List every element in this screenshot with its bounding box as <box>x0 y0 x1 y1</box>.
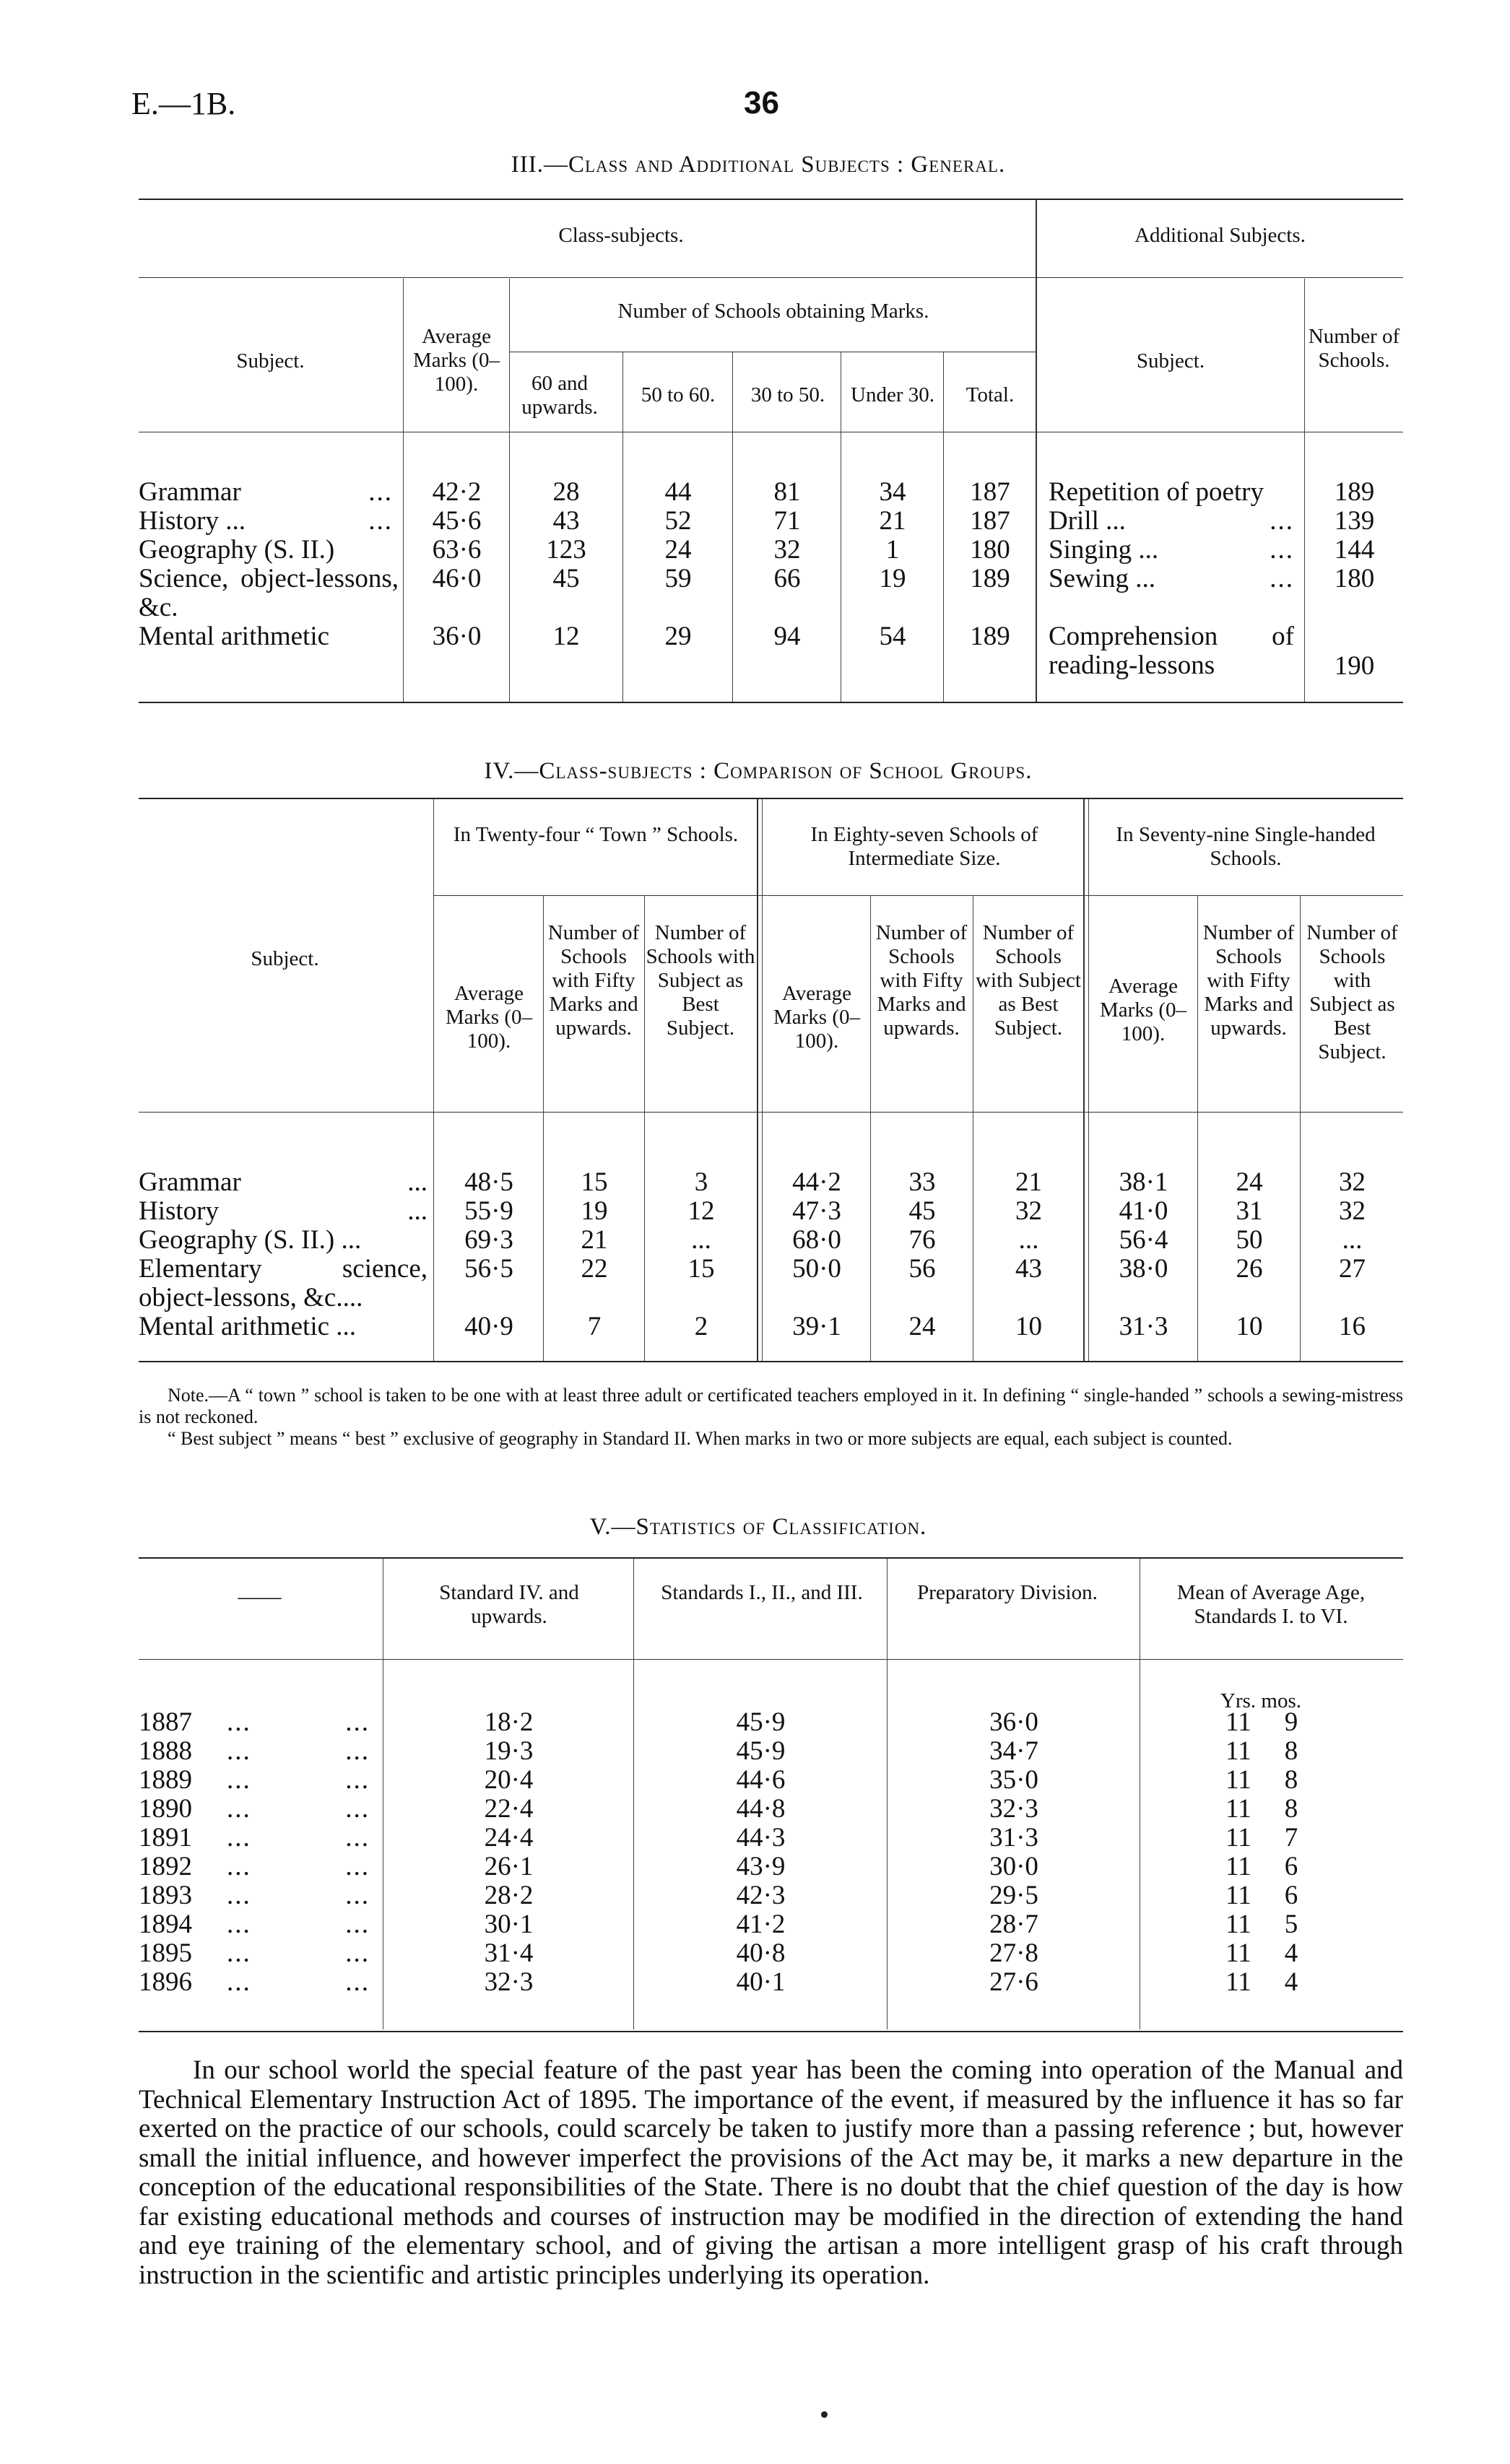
additional-subject-name: Drill ... <box>1049 506 1126 536</box>
avg-value: 36·0 <box>432 622 482 651</box>
intermediate-best: 43 <box>1015 1254 1042 1284</box>
subject-name: History ... <box>139 506 246 536</box>
additional-subjects-label: Additional Subjects. <box>1134 224 1306 247</box>
single-avg-header: Average Marks (0–100). <box>1099 975 1186 1045</box>
single-best: ... <box>1342 1225 1363 1255</box>
table-row: Geography (S. II.) ... <box>139 1225 362 1255</box>
year-label: 1893 <box>139 1881 192 1910</box>
year-label: 1888 <box>139 1736 192 1766</box>
intermediate-avg: 39·1 <box>792 1312 841 1341</box>
single-fifty-header: Number of Schools with Fifty Marks and upwards. <box>1202 921 1295 1040</box>
intermediate-avg-header: Average Marks (0–100). <box>773 982 860 1053</box>
year-row: 1894 ... ... <box>139 1910 370 1939</box>
age-months: 5 <box>1284 1910 1298 1939</box>
town-avg: 55·9 <box>464 1196 513 1226</box>
count-50: 52 <box>664 506 692 536</box>
town-fifty: 15 <box>581 1167 608 1197</box>
count-60: 28 <box>552 477 580 507</box>
count-60: 43 <box>552 506 580 536</box>
age-years: 11 <box>1225 1736 1251 1766</box>
year-row: 1891 ... ... <box>139 1823 370 1853</box>
year-label: 1890 <box>139 1794 192 1824</box>
count-total: 189 <box>970 622 1010 651</box>
count-total: 189 <box>970 564 1010 593</box>
intermediate-fifty: 56 <box>908 1254 936 1284</box>
town-fifty: 19 <box>581 1196 608 1226</box>
year-label: 1896 <box>139 1967 192 1997</box>
subject-name: Grammar <box>139 477 241 507</box>
prep-value: 35·0 <box>989 1765 1038 1795</box>
table-row: Grammar ... <box>139 477 393 507</box>
town-avg: 40·9 <box>464 1312 513 1341</box>
std123-value: 44·6 <box>736 1765 786 1795</box>
avg-value: 63·6 <box>432 535 482 565</box>
count-60: 123 <box>546 535 586 565</box>
town-avg: 69·3 <box>464 1225 513 1255</box>
town-best-header: Number of Schools with Subject as Best Subject. <box>646 921 755 1040</box>
avg-value: 42·2 <box>432 477 482 507</box>
count-under30: 1 <box>885 535 900 565</box>
age-years: 11 <box>1225 1794 1251 1824</box>
std4-value: 22·4 <box>484 1794 534 1824</box>
section-4-title: IV.—Class-subjects : Comparison of School Groups. <box>484 758 1033 784</box>
std123-value: 44·8 <box>736 1794 786 1824</box>
single-fifty: 50 <box>1236 1225 1263 1255</box>
age-years: 11 <box>1225 1967 1251 1997</box>
additional-subject: Comprehension of reading-lessons <box>1049 622 1294 680</box>
age-years: 11 <box>1225 1823 1251 1853</box>
town-avg: 56·5 <box>464 1254 513 1284</box>
additional-subject-name: Sewing ... <box>1049 564 1155 593</box>
section-5-title: V.—Statistics of Classification. <box>589 1514 927 1540</box>
prep-value: 27·8 <box>989 1938 1038 1968</box>
count-30: 94 <box>773 622 801 651</box>
std4-value: 28·2 <box>484 1881 534 1910</box>
col-add-subject-header: Subject. <box>1136 349 1205 373</box>
prep-value: 34·7 <box>989 1736 1038 1766</box>
count-50: 59 <box>664 564 692 593</box>
town-best: 2 <box>694 1312 708 1341</box>
col-add-number-header: Number of Schools. <box>1308 325 1400 372</box>
year-row: 1893 ... ... <box>139 1881 370 1910</box>
town-best: 12 <box>687 1196 715 1226</box>
std123-value: 43·9 <box>736 1852 786 1881</box>
age-months: 4 <box>1284 1938 1298 1968</box>
count-30: 32 <box>773 535 801 565</box>
col-prep-header: Preparatory Division. <box>917 1581 1098 1604</box>
single-avg: 41·0 <box>1119 1196 1168 1226</box>
col-dash-header: —— <box>238 1585 282 1608</box>
prep-value: 36·0 <box>989 1707 1038 1737</box>
additional-number: 189 <box>1334 477 1375 507</box>
intermediate-fifty-header: Number of Schools with Fifty Marks and upwards. <box>875 921 968 1040</box>
count-30: 66 <box>773 564 801 593</box>
additional-number: 144 <box>1334 535 1375 565</box>
std123-value: 41·2 <box>736 1910 786 1939</box>
prep-value: 30·0 <box>989 1852 1038 1881</box>
year-row: 1889 ... ... <box>139 1765 370 1795</box>
avg-value: 45·6 <box>432 506 482 536</box>
count-60: 45 <box>552 564 580 593</box>
age-years: 11 <box>1225 1707 1251 1737</box>
col-mean-age-header: Mean of Average Age, Standards I. to VI. <box>1176 1581 1366 1628</box>
age-months: 8 <box>1284 1765 1298 1795</box>
intermediate-avg: 44·2 <box>792 1167 841 1197</box>
town-best: ... <box>691 1225 711 1255</box>
age-months: 6 <box>1284 1881 1298 1910</box>
prep-value: 27·6 <box>989 1967 1038 1997</box>
count-total: 187 <box>970 477 1010 507</box>
single-best-header: Number of Schools with Subject as Best Subject. <box>1306 921 1398 1063</box>
single-avg: 38·1 <box>1119 1167 1168 1197</box>
additional-number: 190 <box>1334 651 1375 681</box>
intermediate-fifty: 76 <box>908 1225 936 1255</box>
year-label: 1887 <box>139 1707 192 1737</box>
year-row: 1887 ... ... <box>139 1707 370 1737</box>
col-subject-header: Subject. <box>251 947 319 970</box>
additional-subject: Sewing ... ... <box>1049 564 1294 593</box>
col-std4-header: Standard IV. and upwards. <box>439 1581 579 1628</box>
year-label: 1889 <box>139 1765 192 1795</box>
count-under30: 19 <box>879 564 906 593</box>
town-fifty: 22 <box>581 1254 608 1284</box>
table-row: Mental arithmetic ... <box>139 1312 357 1341</box>
std123-value: 40·8 <box>736 1938 786 1968</box>
intermediate-fifty: 24 <box>908 1312 936 1341</box>
intermediate-best: 21 <box>1015 1167 1042 1197</box>
additional-number: 139 <box>1334 506 1375 536</box>
single-fifty: 31 <box>1236 1196 1263 1226</box>
additional-subject: Singing ... ... <box>1049 535 1294 565</box>
additional-number: 180 <box>1334 564 1375 593</box>
year-row: 1888 ... ... <box>139 1736 370 1766</box>
table-row: Geography (S. II.) <box>139 535 335 565</box>
col-std123-header: Standards I., II., and III. <box>661 1581 863 1604</box>
std4-value: 31·4 <box>484 1938 534 1968</box>
single-best: 16 <box>1339 1312 1366 1341</box>
std4-value: 24·4 <box>484 1823 534 1853</box>
prep-value: 29·5 <box>989 1881 1038 1910</box>
col-50-header: 50 to 60. <box>641 383 716 406</box>
count-total: 187 <box>970 506 1010 536</box>
town-avg: 48·5 <box>464 1167 513 1197</box>
intermediate-fifty: 45 <box>908 1196 936 1226</box>
town-best: 15 <box>687 1254 715 1284</box>
prep-value: 32·3 <box>989 1794 1038 1824</box>
std4-value: 18·2 <box>484 1707 534 1737</box>
table-row: History ... ... <box>139 506 393 536</box>
town-fifty-header: Number of Schools with Fifty Marks and upwards. <box>547 921 640 1040</box>
single-best: 27 <box>1339 1254 1366 1284</box>
single-best: 32 <box>1339 1196 1366 1226</box>
std4-value: 30·1 <box>484 1910 534 1939</box>
std123-value: 42·3 <box>736 1881 786 1910</box>
group-single-header: In Seventy-nine Single-handed Schools. <box>1116 823 1376 870</box>
age-months: 7 <box>1284 1823 1298 1853</box>
body-paragraph: In our school world the special feature of the past year has been the coming into operation of the Manual and Technical Elementary Instruction Act of 1895. The importance of the event, if measured by the influence it has so far exerted on the practice of our schools, could scarcely be taken to justify more than a passing reference ; but, however small the initial influence, and however imperfect the provisions of the Act may be, it marks a new departure in the conception of the educational responsibilities of the State. There is no doubt that the chief question of the day is how far existing educational methods and courses of instruction may be modified in the direction of extending the hand and eye training of the elementary school, and of giving the artisan a more intelligent grasp of his craft through instruction in the scientific and artistic principles underlying its operation. <box>139 2055 1403 2290</box>
town-fifty: 21 <box>581 1225 608 1255</box>
single-avg: 56·4 <box>1119 1225 1168 1255</box>
age-months: 9 <box>1284 1707 1298 1737</box>
intermediate-best: 10 <box>1015 1312 1042 1341</box>
group-intermediate-header: In Eighty-seven Schools of Intermediate Size. <box>810 823 1038 870</box>
single-fifty: 10 <box>1236 1312 1263 1341</box>
additional-subject-name: Singing ... <box>1049 535 1159 565</box>
col-under30-header: Under 30. <box>851 383 934 406</box>
table-row: Mental arithmetic <box>139 622 330 651</box>
town-avg-header: Average Marks (0–100). <box>445 982 532 1053</box>
intermediate-avg: 47·3 <box>792 1196 841 1226</box>
yrs-mos-label: Yrs. mos. <box>1220 1689 1301 1712</box>
age-years: 11 <box>1225 1852 1251 1881</box>
std123-value: 40·1 <box>736 1967 786 1997</box>
std123-value: 44·3 <box>736 1823 786 1853</box>
single-fifty: 24 <box>1236 1167 1263 1197</box>
age-months: 4 <box>1284 1967 1298 1997</box>
single-avg: 31·3 <box>1119 1312 1168 1341</box>
town-best: 3 <box>694 1167 708 1197</box>
std4-value: 32·3 <box>484 1967 534 1997</box>
table-row: Elementary science, object-lessons, &c.... <box>139 1254 428 1312</box>
intermediate-fifty: 33 <box>908 1167 936 1197</box>
count-under30: 21 <box>879 506 906 536</box>
intermediate-best: 32 <box>1015 1196 1042 1226</box>
avg-value: 46·0 <box>432 564 482 593</box>
intermediate-avg: 50·0 <box>792 1254 841 1284</box>
note-best-subject: “ Best subject ” means “ best ” exclusive of geography in Standard II. When marks in two or more subjects are equal, each subject is counted. <box>168 1428 1233 1449</box>
std4-value: 26·1 <box>484 1852 534 1881</box>
prep-value: 31·3 <box>989 1823 1038 1853</box>
prep-value: 28·7 <box>989 1910 1038 1939</box>
col-30-header: 30 to 50. <box>750 383 825 406</box>
count-60: 12 <box>552 622 580 651</box>
age-months: 8 <box>1284 1794 1298 1824</box>
town-fifty: 7 <box>587 1312 602 1341</box>
single-best: 32 <box>1339 1167 1366 1197</box>
intermediate-best-header: Number of Schools with Subject as Best Subject. <box>976 921 1081 1040</box>
col-average-header: Average Marks (0–100). <box>412 325 500 396</box>
count-total: 180 <box>970 535 1010 565</box>
class-subjects-label: Class-subjects. <box>558 224 684 247</box>
count-under30: 54 <box>879 622 906 651</box>
single-fifty: 26 <box>1236 1254 1263 1284</box>
count-30: 81 <box>773 477 801 507</box>
col-number-group-header: Number of Schools obtaining Marks. <box>617 300 929 323</box>
std4-value: 20·4 <box>484 1765 534 1795</box>
intermediate-avg: 68·0 <box>792 1225 841 1255</box>
intermediate-best: ... <box>1018 1225 1039 1255</box>
col-60-header: 60 and upwards. <box>521 372 598 419</box>
page-reference: E.—1B. <box>131 86 236 121</box>
note-town-definition: Note.—A “ town ” school is taken to be one with at least three adult or certificated teachers employed in it. In defining “ single-handed ” schools a sewing-mistress is not reckoned. <box>139 1385 1403 1427</box>
additional-subject: Drill ... ... <box>1049 506 1294 536</box>
year-label: 1891 <box>139 1823 192 1853</box>
footer-dot <box>821 2411 828 2418</box>
table-row: Science, object-lessons, &c. <box>139 564 399 622</box>
table-row: History ... <box>139 1196 428 1226</box>
section-3-title: III.—Class and Additional Subjects : General. <box>511 152 1006 178</box>
std4-value: 19·3 <box>484 1736 534 1766</box>
year-row: 1890 ... ... <box>139 1794 370 1824</box>
year-row: 1892 ... ... <box>139 1852 370 1881</box>
count-50: 29 <box>664 622 692 651</box>
std123-value: 45·9 <box>736 1736 786 1766</box>
count-50: 44 <box>664 477 692 507</box>
year-label: 1894 <box>139 1910 192 1939</box>
age-months: 8 <box>1284 1736 1298 1766</box>
count-50: 24 <box>664 535 692 565</box>
std123-value: 45·9 <box>736 1707 786 1737</box>
age-years: 11 <box>1225 1938 1251 1968</box>
age-years: 11 <box>1225 1881 1251 1910</box>
age-years: 11 <box>1225 1765 1251 1795</box>
age-years: 11 <box>1225 1910 1251 1939</box>
page-number: 36 <box>744 85 779 121</box>
group-town-header: In Twenty-four “ Town ” Schools. <box>453 823 739 846</box>
year-label: 1895 <box>139 1938 192 1968</box>
year-label: 1892 <box>139 1852 192 1881</box>
year-row: 1895 ... ... <box>139 1938 370 1968</box>
table-row: Grammar ... <box>139 1167 428 1197</box>
year-row: 1896 ... ... <box>139 1967 370 1997</box>
col-total-header: Total. <box>966 383 1015 406</box>
count-under30: 34 <box>879 477 906 507</box>
age-months: 6 <box>1284 1852 1298 1881</box>
single-avg: 38·0 <box>1119 1254 1168 1284</box>
col-subject-header: Subject. <box>236 349 305 373</box>
additional-subject: Repetition of poetry <box>1049 477 1264 507</box>
count-30: 71 <box>773 506 801 536</box>
